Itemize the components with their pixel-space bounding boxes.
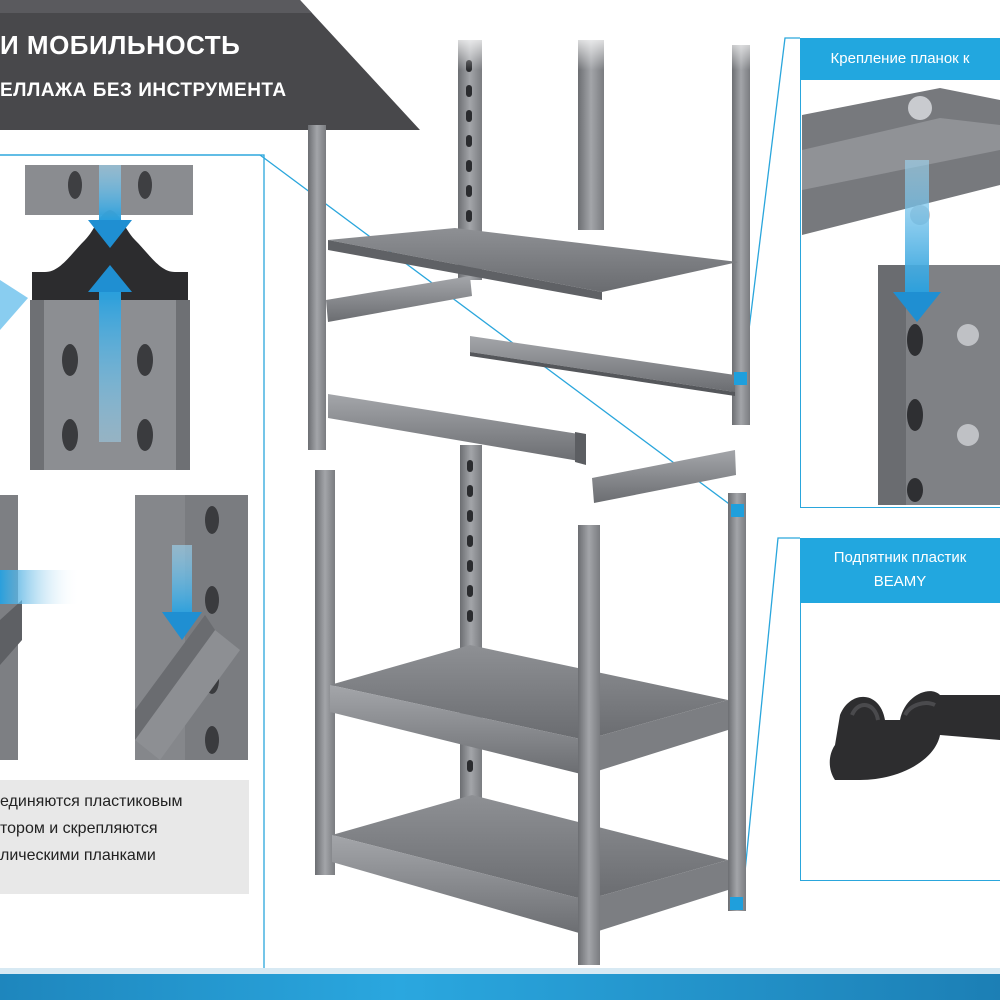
caption-line2: тором и скрепляются bbox=[0, 820, 158, 837]
caption-line3: лическими планками bbox=[0, 847, 156, 864]
foot-pad-label-line1: Подпятник пластик bbox=[833, 549, 967, 566]
caption-box bbox=[0, 780, 249, 894]
beam-detail-right bbox=[135, 495, 248, 760]
caption-line1: единяются пластиковым bbox=[0, 793, 183, 810]
bottom-bar bbox=[0, 974, 1000, 1000]
foot-pad-label bbox=[800, 538, 1000, 603]
plank-fastening-label: Крепление планок к bbox=[800, 38, 1000, 80]
foot-pad-label-line2: BEAMY bbox=[873, 573, 927, 590]
banner-title: И МОБИЛЬНОСТЬ bbox=[0, 30, 241, 60]
connector-detail-top bbox=[0, 165, 193, 470]
beam-detail-left bbox=[0, 495, 80, 760]
banner-subtitle: ЕЛЛАЖА БЕЗ ИНСТРУМЕНТА bbox=[0, 80, 287, 101]
plank-fastening-frame bbox=[800, 38, 1000, 508]
